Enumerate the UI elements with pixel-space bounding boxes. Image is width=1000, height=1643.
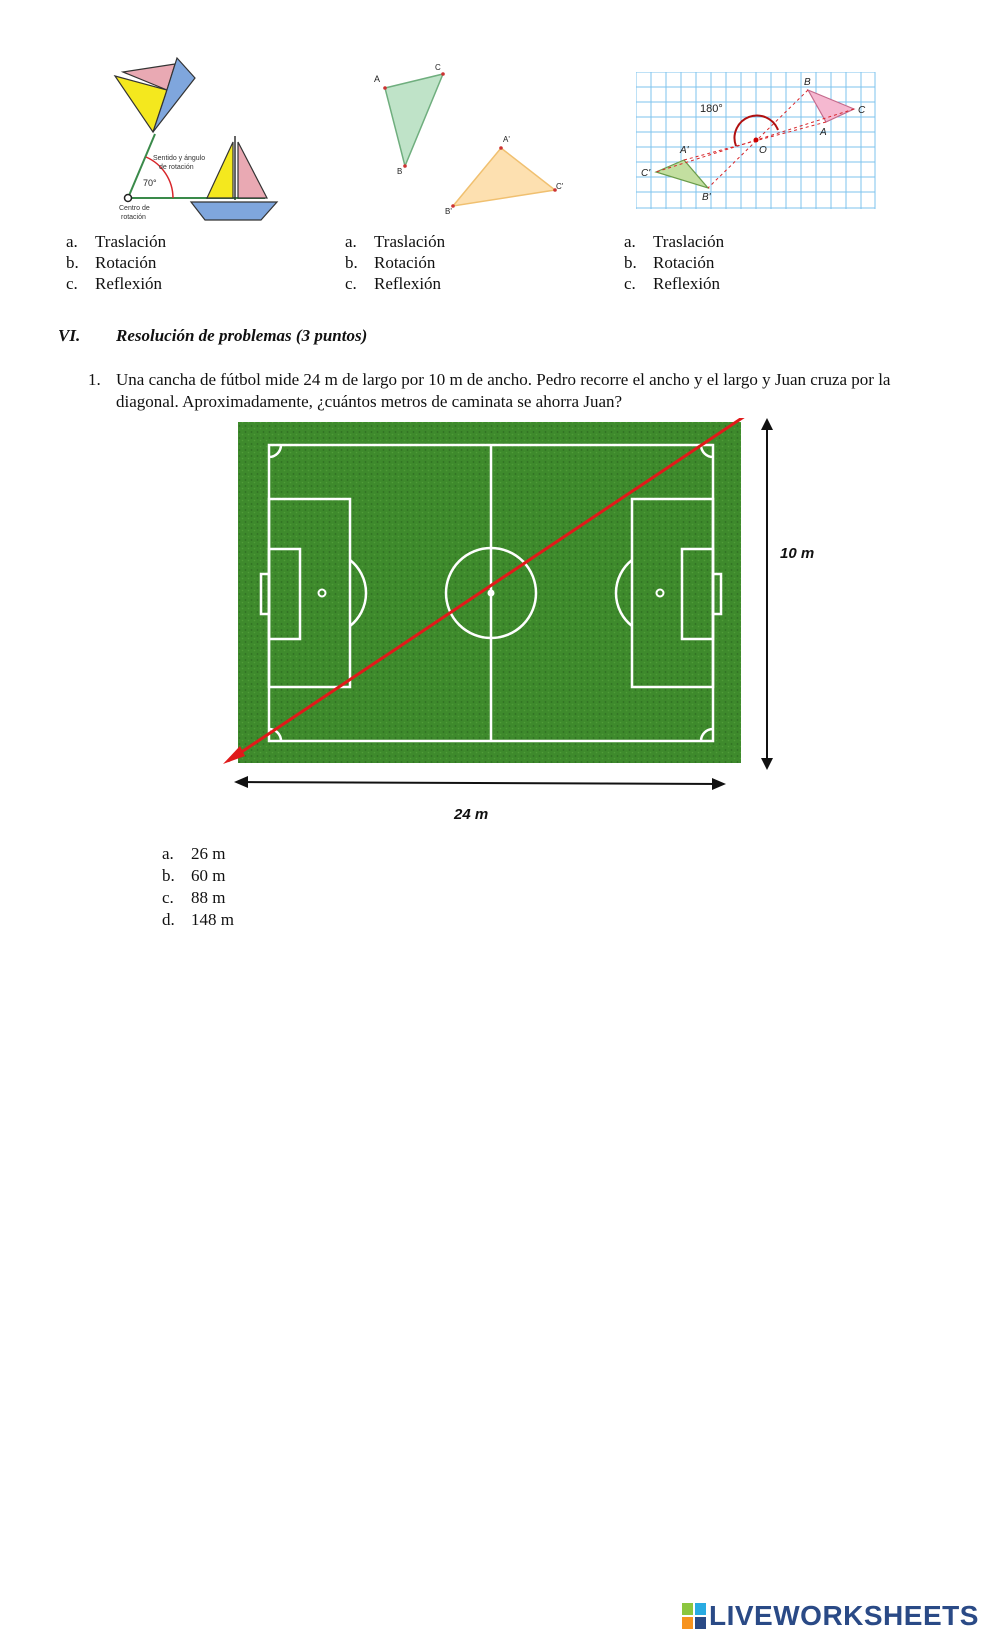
option-b[interactable]: b. Rotación [624,253,715,272]
rotation-angle-label: 70° [143,178,157,188]
label-a-prime: A' [680,145,689,156]
soccer-field-figure [220,418,840,830]
triangle-abc [385,74,443,166]
width-label: 10 m [780,545,815,562]
rotation-center-o [754,138,759,143]
angle-180-label: 180° [700,103,723,115]
center-o-label: O [759,145,767,156]
original-sail-yellow [207,142,233,198]
label-a: A [820,127,827,138]
option-a[interactable]: a. Traslación [66,232,167,251]
option-c[interactable]: c. Reflexión [624,274,721,293]
rotation-center-label: Centro de rotación [119,205,150,221]
liveworksheets-logo[interactable] [682,1600,979,1632]
triangle-abc-prime [453,148,555,206]
label-a: A [374,74,381,84]
section-number: VI. [58,326,81,345]
label-b-prime: B' [445,207,452,216]
problem-statement [116,369,946,413]
length-dimension-arrow [238,782,722,784]
option-c[interactable]: c. Reflexión [66,274,163,293]
answer-option-b[interactable]: b. 60 m [162,866,226,885]
options-figure-3 [624,231,724,294]
label-b: B [397,167,403,176]
problem-text-line-1: Una cancha de fútbol mide 24 m de largo por 10 m de ancho. Pedro recorre el ancho y el largo y Juan cruza por la [116,370,891,389]
answer-options [162,843,234,931]
answer-option-d[interactable]: d. 148 m [162,910,234,929]
label-c: C [435,63,441,72]
center-spot [488,590,495,597]
original-sail-pink [238,142,267,198]
length-label: 24 m [454,806,489,823]
rotation-caption-label: Sentido y ángulo de rotación [153,155,206,171]
problem-number: 1. [88,370,101,389]
rotation-center-point [125,195,132,202]
label-c: C [858,105,866,116]
label-a-prime: A' [503,135,510,144]
section-title: Resolución de problemas (3 puntos) [116,326,368,345]
label-c-prime: C' [641,168,651,179]
original-hull-blue [191,202,277,220]
label-b: B [804,77,811,88]
answer-option-a[interactable]: a. 26 m [162,844,226,863]
option-b[interactable]: b. Rotación [66,253,157,272]
problem-text-line-2: diagonal. Aproximadamente, ¿cuántos metros de caminata se ahorra Juan? [116,392,623,411]
option-a[interactable]: a. Traslación [345,232,446,251]
point-rotation-grid-figure [636,72,876,210]
label-c-prime: C' [556,182,564,191]
label-b-prime: B' [702,192,711,203]
options-figure-1 [66,231,166,294]
options-figure-2 [345,231,445,294]
answer-option-c[interactable]: c. 88 m [162,888,226,907]
translation-triangle-figure [365,60,575,220]
rotation-sailboat-figure [95,50,290,230]
liveworksheets-wordmark: LIVEWORKSHEETS [709,1600,979,1631]
option-b[interactable]: b. Rotación [345,253,436,272]
option-a[interactable]: a. Traslación [624,232,725,251]
option-c[interactable]: c. Reflexión [345,274,442,293]
liveworksheets-icon [682,1603,706,1629]
